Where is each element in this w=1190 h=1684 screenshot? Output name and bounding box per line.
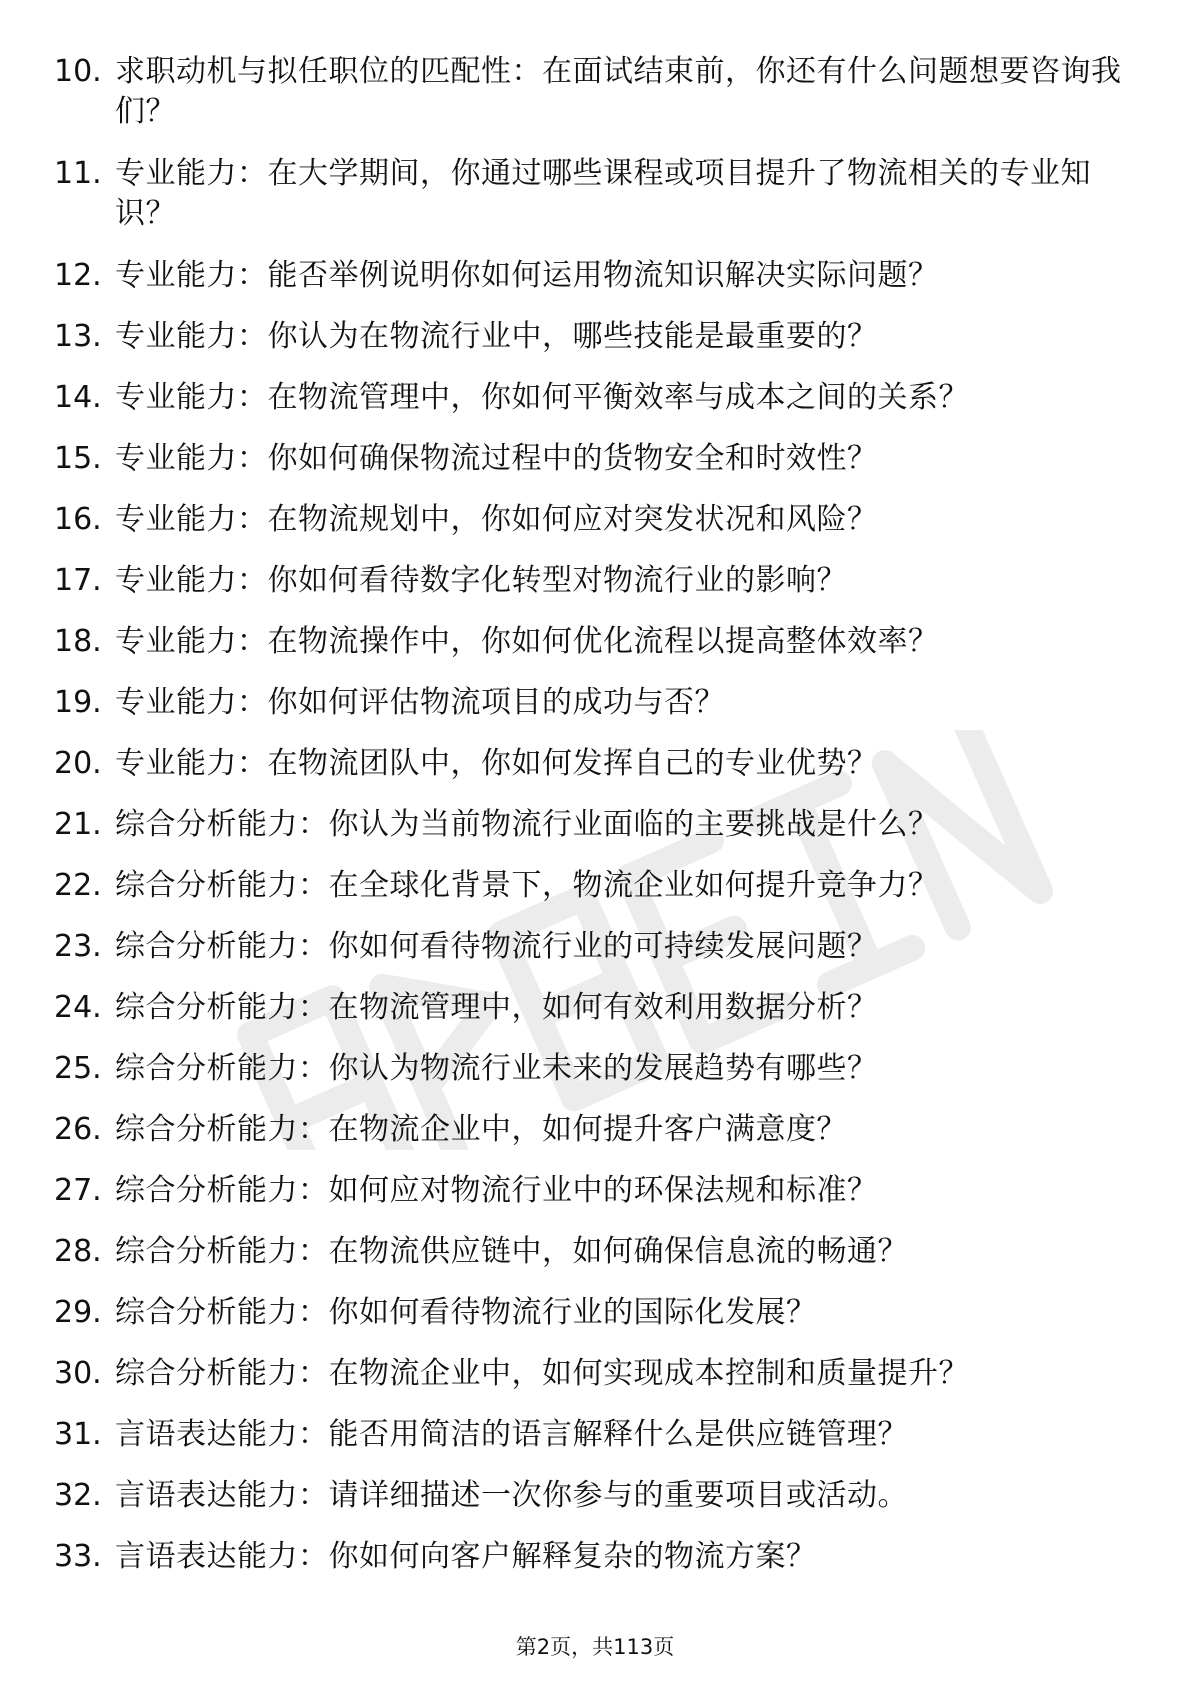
question-text: 专业能力：你如何确保物流过程中的货物安全和时效性？	[115, 441, 878, 476]
question-text: 综合分析能力：如何应对物流行业中的环保法规和标准？	[115, 1173, 878, 1208]
question-text: 专业能力：在物流规划中，你如何应对突发状况和风险？	[115, 502, 878, 537]
question-text: 综合分析能力：在全球化背景下，物流企业如何提升竞争力？	[115, 868, 939, 903]
question-text: 综合分析能力：在物流企业中，如何实现成本控制和质量提升？	[115, 1356, 969, 1391]
question-text: 求职动机与拟任职位的匹配性：在面试结束前，你还有什么问题想要咨询我们？	[115, 54, 1122, 129]
question-text: 专业能力：你如何看待数字化转型对物流行业的影响？	[115, 563, 847, 598]
question-text: 专业能力：能否举例说明你如何运用物流知识解决实际问题？	[115, 258, 939, 293]
list-item	[54, 1537, 1124, 1577]
question-text: 综合分析能力：在物流企业中，如何提升客户满意度？	[115, 1112, 847, 1147]
question-number: 10.	[54, 54, 102, 89]
list-item	[54, 927, 1124, 967]
list-item	[54, 622, 1124, 662]
question-number: 27.	[54, 1173, 102, 1208]
list-item	[54, 561, 1124, 601]
question-number: 33.	[54, 1539, 102, 1574]
list-item	[54, 1354, 1124, 1394]
question-text: 专业能力：在物流管理中，你如何平衡效率与成本之间的关系？	[115, 380, 969, 415]
question-number: 23.	[54, 929, 102, 964]
question-number: 22.	[54, 868, 102, 903]
list-item	[54, 256, 1124, 296]
question-number: 21.	[54, 807, 102, 842]
list-item	[54, 1110, 1124, 1150]
question-number: 16.	[54, 502, 102, 537]
question-text: 言语表达能力：能否用简洁的语言解释什么是供应链管理？	[115, 1417, 908, 1452]
list-item	[54, 439, 1124, 479]
question-number: 30.	[54, 1356, 102, 1391]
question-text: 专业能力：在物流操作中，你如何优化流程以提高整体效率？	[115, 624, 939, 659]
question-text: 综合分析能力：在物流管理中，如何有效利用数据分析？	[115, 990, 878, 1025]
question-text: 专业能力：在物流团队中，你如何发挥自己的专业优势？	[115, 746, 878, 781]
question-number: 32.	[54, 1478, 102, 1513]
question-text: 专业能力：你认为在物流行业中，哪些技能是最重要的？	[115, 319, 878, 354]
question-number: 19.	[54, 685, 102, 720]
question-number: 28.	[54, 1234, 102, 1269]
page-number-footer: 第2页，共113页	[515, 1635, 675, 1659]
question-text: 综合分析能力：你如何看待物流行业的国际化发展？	[115, 1295, 817, 1330]
question-number: 13.	[54, 319, 102, 354]
question-text: 综合分析能力：在物流供应链中，如何确保信息流的畅通？	[115, 1234, 908, 1269]
question-number: 29.	[54, 1295, 102, 1330]
question-number: 15.	[54, 441, 102, 476]
question-number: 24.	[54, 990, 102, 1025]
question-text: 综合分析能力：你认为当前物流行业面临的主要挑战是什么？	[115, 807, 939, 842]
question-number: 26.	[54, 1112, 102, 1147]
list-item	[54, 866, 1124, 906]
list-item	[54, 988, 1124, 1028]
question-number: 25.	[54, 1051, 102, 1086]
list-item	[54, 1171, 1124, 1211]
question-number: 31.	[54, 1417, 102, 1452]
list-item	[54, 1415, 1124, 1455]
list-item	[54, 1049, 1124, 1089]
question-text: 专业能力：在大学期间，你通过哪些课程或项目提升了物流相关的专业知识？	[115, 156, 1091, 231]
question-text: 综合分析能力：你如何看待物流行业的可持续发展问题？	[115, 929, 878, 964]
list-item	[54, 154, 1124, 234]
list-item	[54, 683, 1124, 723]
list-item	[54, 1293, 1124, 1333]
question-number: 11.	[54, 156, 102, 191]
list-item	[54, 317, 1124, 357]
list-item	[54, 805, 1124, 845]
question-list	[54, 52, 1124, 1598]
question-text: 专业能力：你如何评估物流项目的成功与否？	[115, 685, 725, 720]
list-item	[54, 744, 1124, 784]
list-item	[54, 1232, 1124, 1272]
question-text: 综合分析能力：你认为物流行业未来的发展趋势有哪些？	[115, 1051, 878, 1086]
question-text: 言语表达能力：请详细描述一次你参与的重要项目或活动。	[115, 1478, 908, 1513]
question-number: 20.	[54, 746, 102, 781]
list-item	[54, 378, 1124, 418]
list-item	[54, 1476, 1124, 1516]
question-text: 言语表达能力：你如何向客户解释复杂的物流方案？	[115, 1539, 817, 1574]
question-number: 17.	[54, 563, 102, 598]
question-number: 12.	[54, 258, 102, 293]
list-item	[54, 500, 1124, 540]
list-item	[54, 52, 1124, 132]
question-number: 14.	[54, 380, 102, 415]
question-number: 18.	[54, 624, 102, 659]
